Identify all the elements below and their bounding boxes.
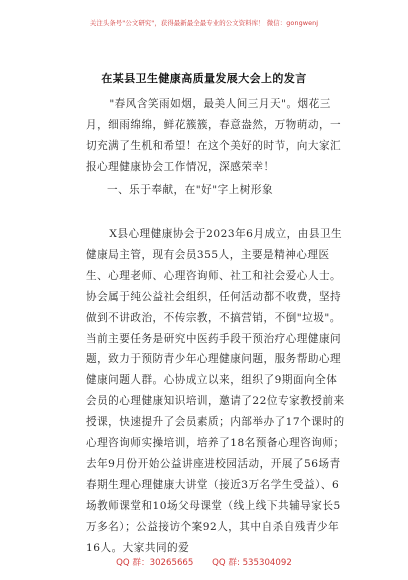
footer-contacts xyxy=(0,556,408,568)
intro-paragraph: "春风含笑雨如烟，最美人间三月天"。烟花三月，细雨绵绵，鲜花簇簇，春意盎然，万物萌动，一切充满了生机和希望！在这个美好的时节，向大家汇报心理健康协会工作情况，深感荣幸！ xyxy=(86,98,342,173)
document-title: 在某县卫生健康高质量发展大会上的发言 xyxy=(101,72,307,85)
body-paragraph: X县心理健康协会于2023年6月成立，由县卫生健康局主管，现有会员355人，主要是精神心理医生、心理老师、心理咨询师、社工和社会爱心人士。协会属于纯公益社会组织，任何活动都不收费，坚持做到不讲政治，不传宗教，不搞营销，不倒"垃圾"。当前主要任务是研究中医药手段干预治疗心理健康问题，致力于预防青少年心理健康问题，服务帮助心理健康问题人群。心协成立以来，组织了9期面向全体会员的心理健康知识培训，邀请了22位专家教授前来授课，快速提升了会员素质；内部举办了17个课时的心理咨询师实操培训，培养了18名预备心理咨询师；去年9月份开始公益讲座进校园活动，开展了56场青春期生理心理健康大讲堂（接近3万名学生受益）、6场教师课堂和10场父母课堂（线上线下共辅导家长5万多名）；公益接访个案92人，其中自杀自残青少年16人。大家共同的爱 xyxy=(86,228,345,554)
footer-qq-group-1: QQ 群：30265665 xyxy=(116,558,194,568)
banner-text: 关注头条号"公文研究"，获得最新最全最专业的公文资料库！ 微信：gongwenj xyxy=(89,19,319,27)
header-banner xyxy=(0,0,408,44)
footer-qq-group-2: QQ 群: 535304092 xyxy=(212,558,292,568)
section-heading: 一、乐于奉献，在"好"字上树形象 xyxy=(107,184,274,196)
